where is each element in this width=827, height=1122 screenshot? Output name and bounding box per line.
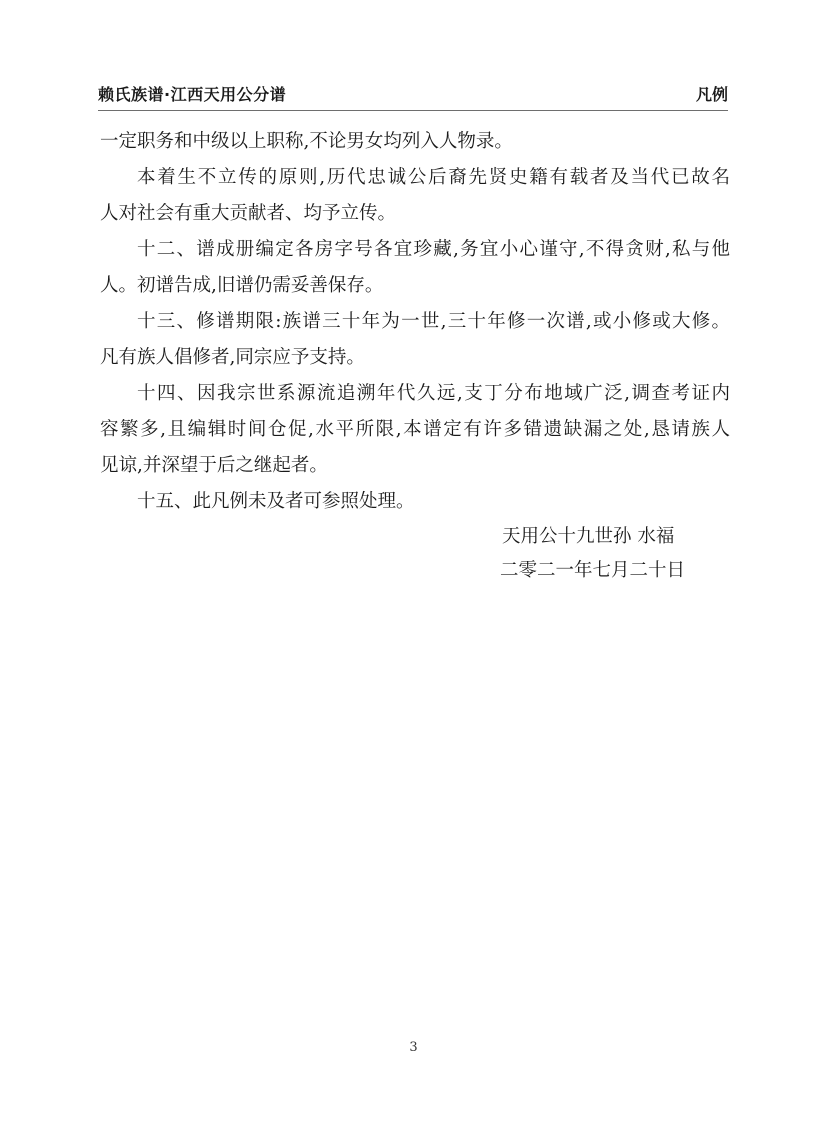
paragraph-line: 十五、此凡例未及者可参照处理。 [137,491,415,512]
paragraph-line: 人对社会有重大贡献者、均予立传。 [100,203,397,224]
paragraph-line: 人。初谱告成,旧谱仍需妥善保存。 [100,275,384,296]
paragraph-line: 十三、修谱期限:族谱三十年为一世,三十年修一次谱,或小修或大修。 [137,311,730,332]
paragraph-line: 十二、谱成册编定各房字号各宜珍藏,务宜小心谨守,不得贪财,私与他 [137,239,730,260]
paragraph-line: 十四、因我宗世系源流追溯年代久远,支丁分布地域广泛,调查考证内 [137,383,730,404]
page-number: 3 [409,1040,418,1055]
body-text [100,124,730,520]
signature-author: 天用公十九世孙 水福 [502,526,675,547]
section-title: 凡例 [695,85,728,104]
paragraph-line: 一定职务和中级以上职称,不论男女均列入人物录。 [100,131,513,152]
paragraph-line: 本着生不立传的原则,历代忠诚公后裔先贤史籍有载者及当代已故名 [137,167,730,188]
page-header [98,80,728,111]
signature-date: 二零二一年七月二十日 [500,560,686,581]
paragraph-line: 凡有族人倡修者,同宗应予支持。 [100,347,365,368]
paragraph-line: 见谅,并深望于后之继起者。 [100,455,328,476]
signature-block [500,520,685,588]
book-title: 赖氏族谱·江西天用公分谱 [98,85,287,104]
paragraph-line: 容繁多,且编辑时间仓促,水平所限,本谱定有许多错遗缺漏之处,恳请族人 [100,419,730,440]
